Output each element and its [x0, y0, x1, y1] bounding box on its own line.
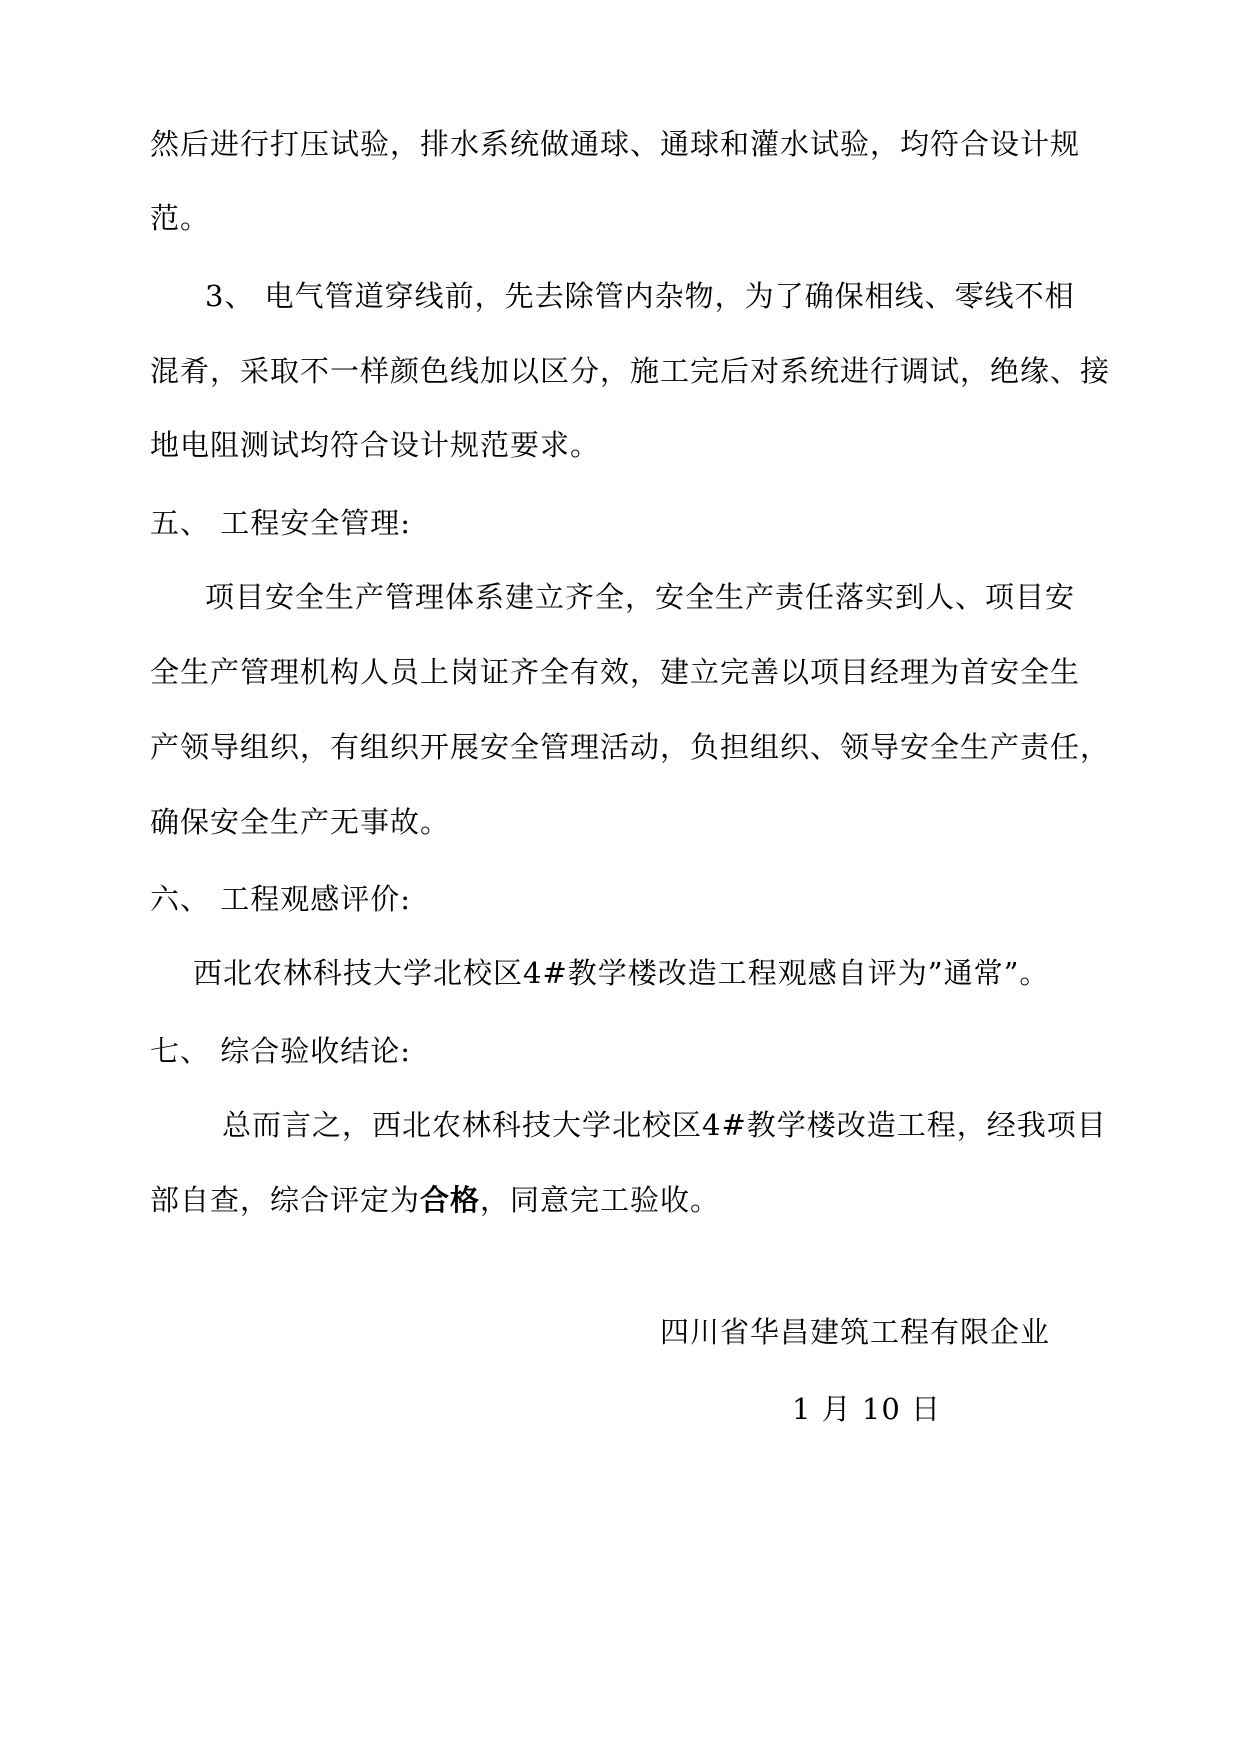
- paragraph-line: 范。: [150, 201, 211, 235]
- section-heading: 五、 工程安全管理:: [150, 506, 411, 540]
- paragraph-line: 然后进行打压试验，排水系统做通球、通球和灌水试验，均符合设计规: [150, 127, 1081, 161]
- paragraph-line: 项目安全生产管理体系建立齐全，安全生产责任落实到人、项目安: [205, 580, 1076, 614]
- paragraph-line: 总而言之，西北农林科技大学北校区4#教学楼改造工程，经我项目: [222, 1108, 1107, 1142]
- paragraph-line: 确保安全生产无事故。: [150, 805, 451, 839]
- paragraph-line: 产领导组织，有组织开展安全管理活动，负担组织、领导安全生产责任，: [150, 730, 1111, 764]
- section-heading: 六、 工程观感评价:: [150, 882, 411, 916]
- conclusion-text-end: ，同意完工验收。: [480, 1183, 721, 1217]
- paragraph-line: 西北农林科技大学北校区4#教学楼改造工程观感自评为”通常”。: [193, 956, 1050, 990]
- paragraph-line: 3、 电气管道穿线前，先去除管内杂物，为了确保相线、零线不相: [205, 279, 1075, 313]
- paragraph-line: 全生产管理机构人员上岗证齐全有效，建立完善以项目经理为首安全生: [150, 655, 1081, 689]
- paragraph-line: [150, 1180, 720, 1220]
- signature-company: 四川省华昌建筑工程有限企业: [660, 1315, 1051, 1349]
- conclusion-result: 合格: [420, 1183, 481, 1217]
- paragraph-line: 地电阻测试均符合设计规范要求。: [150, 428, 601, 462]
- signature-date: 1 月 10 日: [792, 1392, 942, 1426]
- paragraph-line: 混肴，采取不一样颜色线加以区分，施工完后对系统进行调试，绝缘、接: [150, 354, 1111, 388]
- section-heading: 七、 综合验收结论:: [150, 1034, 411, 1068]
- conclusion-text: 部自查，综合评定为: [150, 1183, 421, 1217]
